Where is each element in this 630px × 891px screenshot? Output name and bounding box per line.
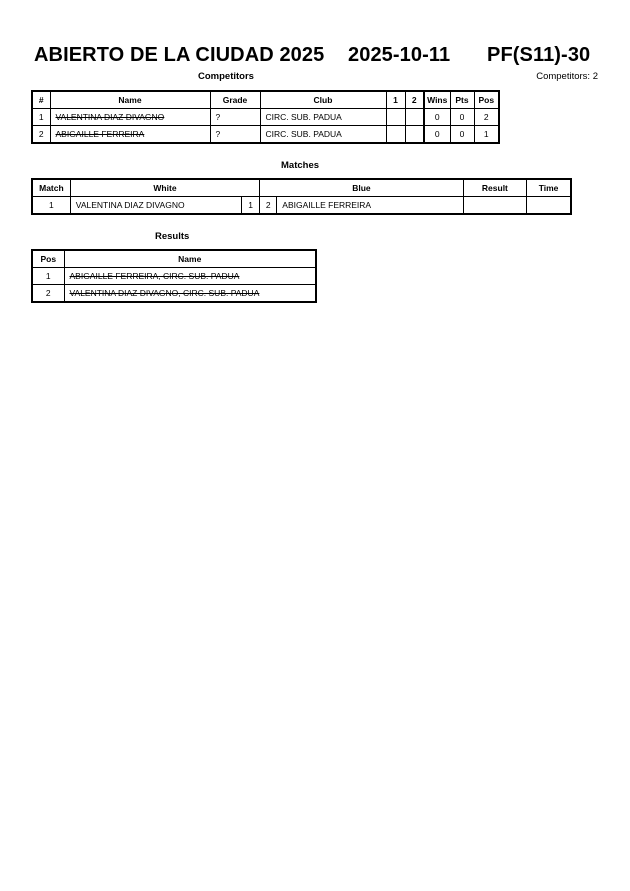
result-name: ABIGAILLE FERREIRA, CIRC. SUB. PADUA — [64, 268, 316, 285]
col-name: Name — [50, 91, 210, 109]
tournament-title: ABIERTO DE LA CIUDAD 2025 — [34, 44, 325, 66]
competitor-name: VALENTINA DIAZ DIVAGNO — [50, 109, 210, 126]
competitors-table — [31, 90, 500, 144]
competitor-pts: 0 — [450, 126, 474, 144]
col-white: White — [70, 179, 259, 197]
result-name: VALENTINA DIAZ DIVAGNO, CIRC. SUB. PADUA — [64, 285, 316, 303]
competitor-wins: 0 — [424, 109, 450, 126]
competitor-name: ABIGAILLE FERREIRA — [50, 126, 210, 144]
competitor-club: CIRC. SUB. PADUA — [260, 126, 386, 144]
competitor-pts: 0 — [450, 109, 474, 126]
col-blue: Blue — [260, 179, 464, 197]
matches-table — [31, 178, 572, 215]
competitor-pos: 1 — [474, 126, 499, 144]
col-match: Match — [32, 179, 70, 197]
competitor-grade: ? — [210, 109, 260, 126]
competitor-wins: 0 — [424, 126, 450, 144]
col-grade: Grade — [210, 91, 260, 109]
match-time — [527, 197, 571, 215]
competitors-section-title: Competitors — [198, 71, 254, 82]
score-cell-1 — [386, 109, 405, 126]
table-row — [32, 197, 571, 215]
matches-header-row — [32, 179, 571, 197]
white-competitor: VALENTINA DIAZ DIVAGNO — [70, 197, 241, 215]
blue-competitor: ABIGAILLE FERREIRA — [277, 197, 463, 215]
competitor-number: 1 — [32, 109, 50, 126]
col-result-name: Name — [64, 250, 316, 268]
tournament-date: 2025-10-11 — [348, 44, 451, 66]
competitor-number: 2 — [32, 126, 50, 144]
table-row — [32, 268, 316, 285]
table-row — [32, 285, 316, 303]
table-row — [32, 126, 499, 144]
result-pos: 1 — [32, 268, 64, 285]
match-number: 1 — [32, 197, 70, 215]
results-header-row — [32, 250, 316, 268]
table-row — [32, 109, 499, 126]
category-label: PF(S11)-30 — [487, 44, 591, 66]
score-cell-1 — [386, 126, 405, 144]
score-cell-2 — [405, 109, 424, 126]
col-pts: Pts — [450, 91, 474, 109]
result-pos: 2 — [32, 285, 64, 303]
score-cell-2 — [405, 126, 424, 144]
competitors-header-row — [32, 91, 499, 109]
col-2: 2 — [405, 91, 424, 109]
col-wins: Wins — [424, 91, 450, 109]
col-pos: Pos — [474, 91, 499, 109]
competitor-club: CIRC. SUB. PADUA — [260, 109, 386, 126]
col-result-pos: Pos — [32, 250, 64, 268]
blue-number: 2 — [260, 197, 277, 215]
match-result — [463, 197, 526, 215]
col-result: Result — [463, 179, 526, 197]
competitor-grade: ? — [210, 126, 260, 144]
results-table — [31, 249, 317, 303]
col-1: 1 — [386, 91, 405, 109]
col-club: Club — [260, 91, 386, 109]
results-section-title: Results — [155, 231, 190, 242]
col-number: # — [32, 91, 50, 109]
white-number: 1 — [242, 197, 260, 215]
matches-section-title: Matches — [281, 160, 320, 171]
competitor-pos: 2 — [474, 109, 499, 126]
competitors-count: Competitors: 2 — [536, 71, 598, 82]
col-time: Time — [527, 179, 571, 197]
